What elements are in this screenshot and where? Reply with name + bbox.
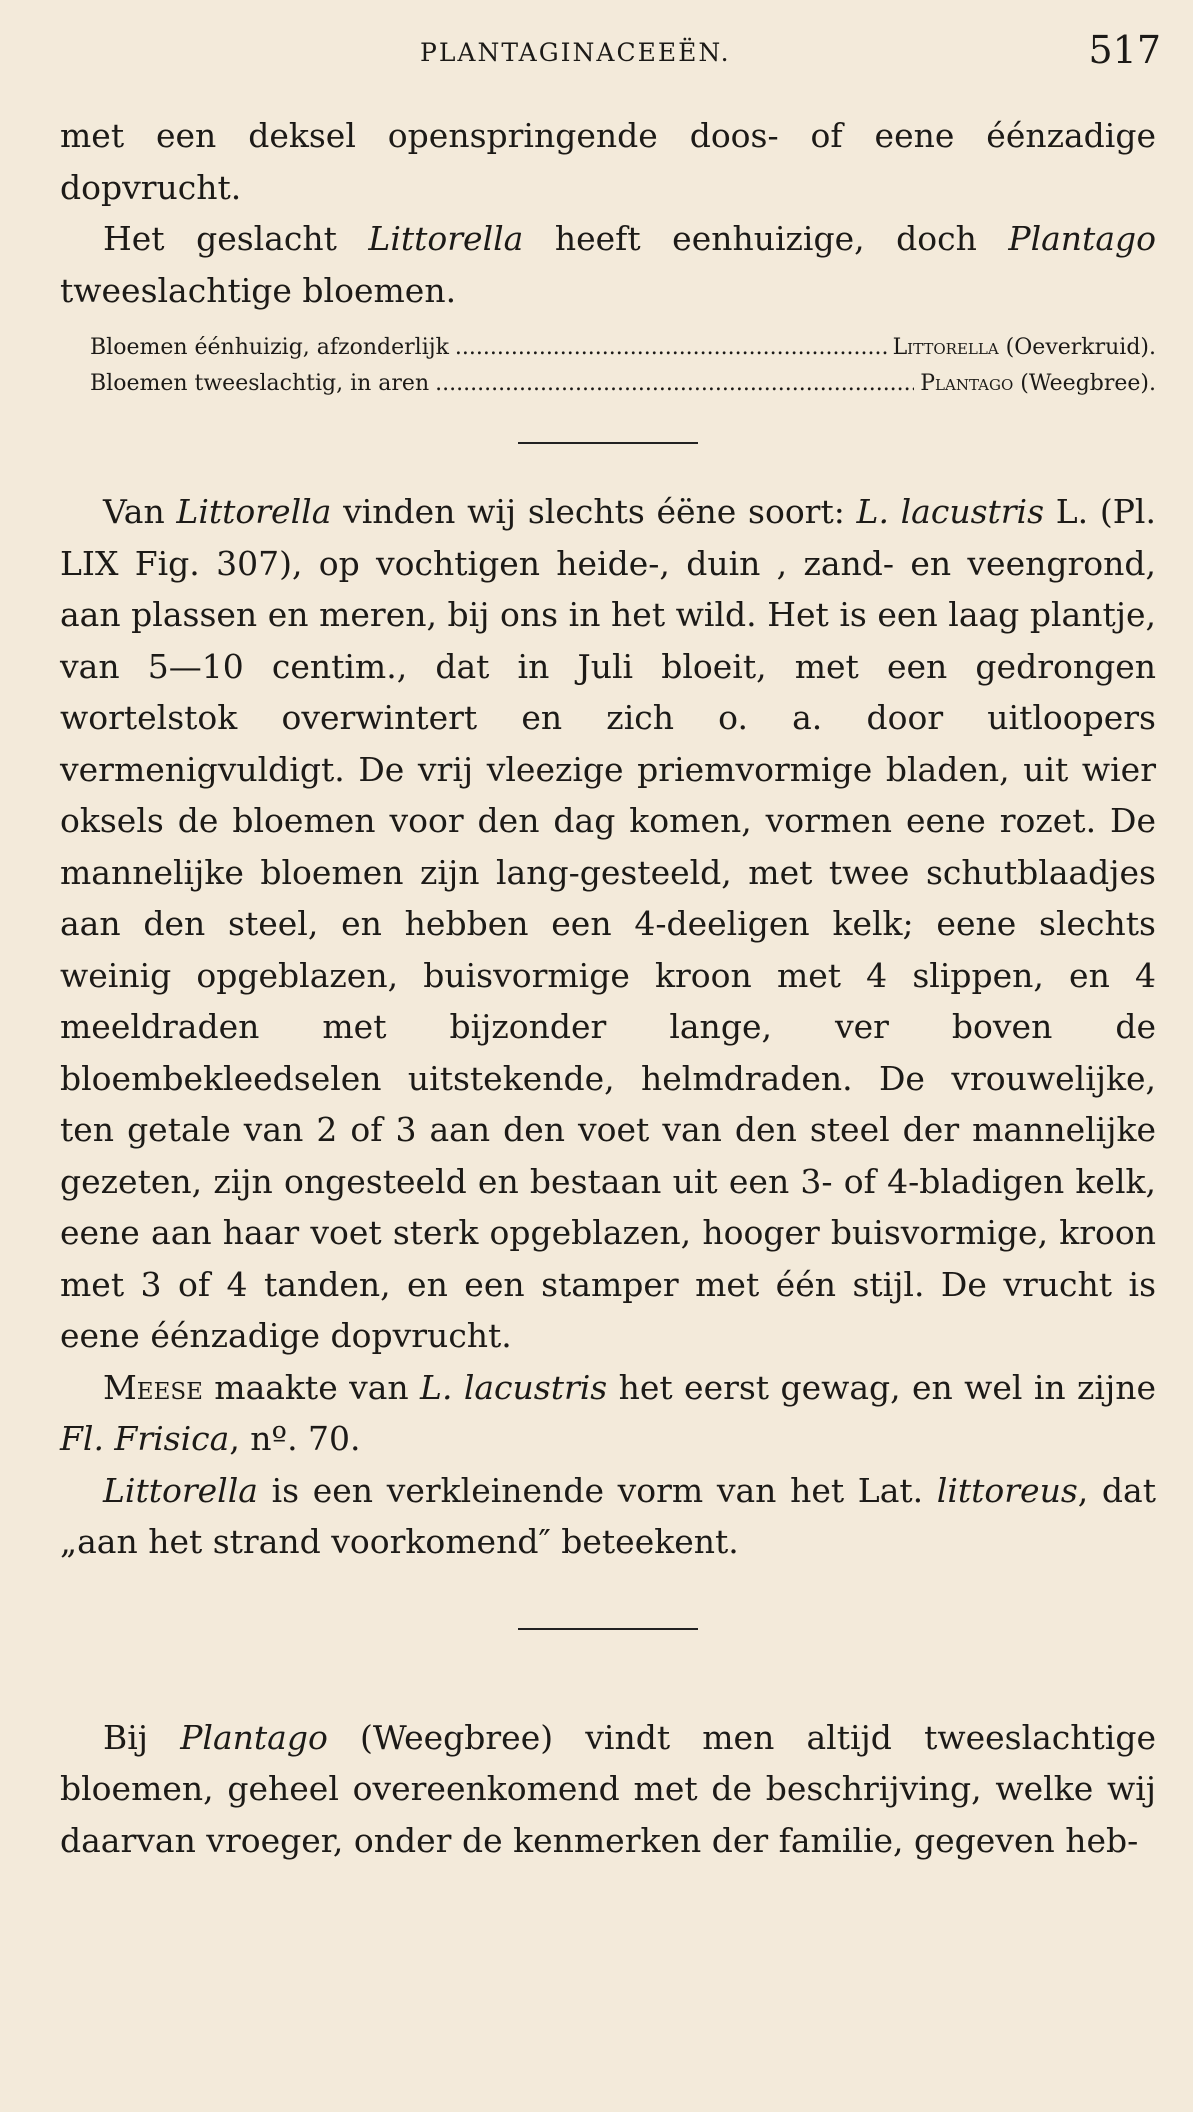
genus-name: Littorella	[176, 492, 332, 531]
intro-line: met een deksel openspringende doos- of eene éénzadige dopvrucht.	[60, 116, 1156, 207]
etymology-paragraph	[60, 1465, 1156, 1568]
page-header	[0, 28, 1193, 78]
text-span: Bij	[103, 1717, 181, 1757]
common-name: (Weegbree).	[1013, 371, 1156, 396]
genus-name: Littorella	[892, 335, 999, 360]
text-span: , dat „aan het strand voorkomend″ beteekent.	[60, 1470, 1156, 1561]
littorella-paragraph	[60, 486, 1156, 1362]
text-span: maakte van	[202, 1367, 421, 1407]
genus-name: Plantago	[180, 1717, 328, 1757]
text-span: Van	[103, 492, 177, 531]
section-divider	[518, 1628, 698, 1630]
leader-dots	[435, 366, 914, 402]
author-name: Meese	[103, 1367, 203, 1407]
text-span: , nº. 70.	[229, 1419, 361, 1458]
running-title: PLANTAGINACEEËN.	[420, 38, 731, 67]
text-span: vinden wij slechts éëne soort:	[331, 492, 857, 531]
leader-dots	[455, 330, 887, 366]
text-span: Het geslacht	[103, 219, 369, 258]
common-name: (Oeverkruid).	[998, 335, 1156, 360]
plantago-paragraph	[60, 1712, 1156, 1867]
key-result	[893, 330, 1156, 366]
species-name: L. lacustris	[856, 492, 1045, 531]
genus-name: Plantago	[920, 371, 1014, 396]
identification-key	[60, 330, 1156, 402]
text-span: (Weegbree) vindt men altijd tweeslachtige bloemen, geheel overeenkomend met de beschrijving, welke wij daarvan vroeger, onder de kenmerken der familie, gegeven heb-	[60, 1717, 1156, 1860]
section-divider	[518, 442, 698, 444]
key-row	[60, 330, 1156, 366]
key-label: Bloemen tweeslachtig, in aren	[90, 371, 430, 396]
work-title: Fl. Frisica	[60, 1419, 230, 1458]
latin-word: littoreus	[936, 1470, 1078, 1510]
text-span: tweeslachtige bloemen.	[60, 270, 457, 310]
key-row	[60, 366, 1156, 402]
meese-paragraph	[60, 1362, 1156, 1465]
species-name: L. lacustris	[420, 1367, 608, 1407]
text-span: L. (Pl. LIX Fig. 307), op vochtigen heide-, duin , zand- en veengrond, aan plassen en meren, bij ons in het wild. Het is een laag plantje, van 5—10 centim., dat in Juli bloeit, met een gedrongen wortelstok overwintert en zich o. a. door uitloopers vermenigvuldigt. De vrij vleezige priemvormige bladen, uit wier oksels de bloemen voor den dag komen, vormen eene rozet. De mannelijke bloemen zijn lang-gesteeld, met twee schutblaadjes aan den steel, en hebben een 4-deeligen kelk; eene slechts weinig opgeblazen, buisvormige kroon met 4 slippen, en 4 meeldraden met bijzonder lange, ver boven de bloembekleedselen uitstekende, helmdraden. De vrouwelijke, ten getale van 2 of 3 aan den voet van den steel der mannelijke gezeten, zijn ongesteeld en bestaan uit een 3- of 4-bladigen kelk, eene aan haar voet sterk opgeblazen, hooger buisvormige, kroon met 3 of 4 tanden, en een stamper met één stijl. De vrucht is eene éénzadige dopvrucht.	[60, 492, 1156, 1355]
key-result	[920, 366, 1156, 402]
key-label: Bloemen éénhuizig, afzonderlijk	[90, 335, 449, 360]
text-span: het eerst gewag, en wel in zijne	[607, 1367, 1156, 1407]
genus-name: Plantago	[1008, 219, 1156, 258]
intro-paragraph	[60, 213, 1156, 316]
page-number: 517	[1088, 28, 1161, 72]
page-body	[60, 110, 1156, 1866]
genus-name: Littorella	[368, 219, 524, 258]
text-span: heeft eenhuizige, doch	[523, 219, 1009, 258]
text-span: is een verkleinende vorm van het Lat.	[257, 1470, 937, 1510]
genus-name: Littorella	[103, 1470, 258, 1510]
